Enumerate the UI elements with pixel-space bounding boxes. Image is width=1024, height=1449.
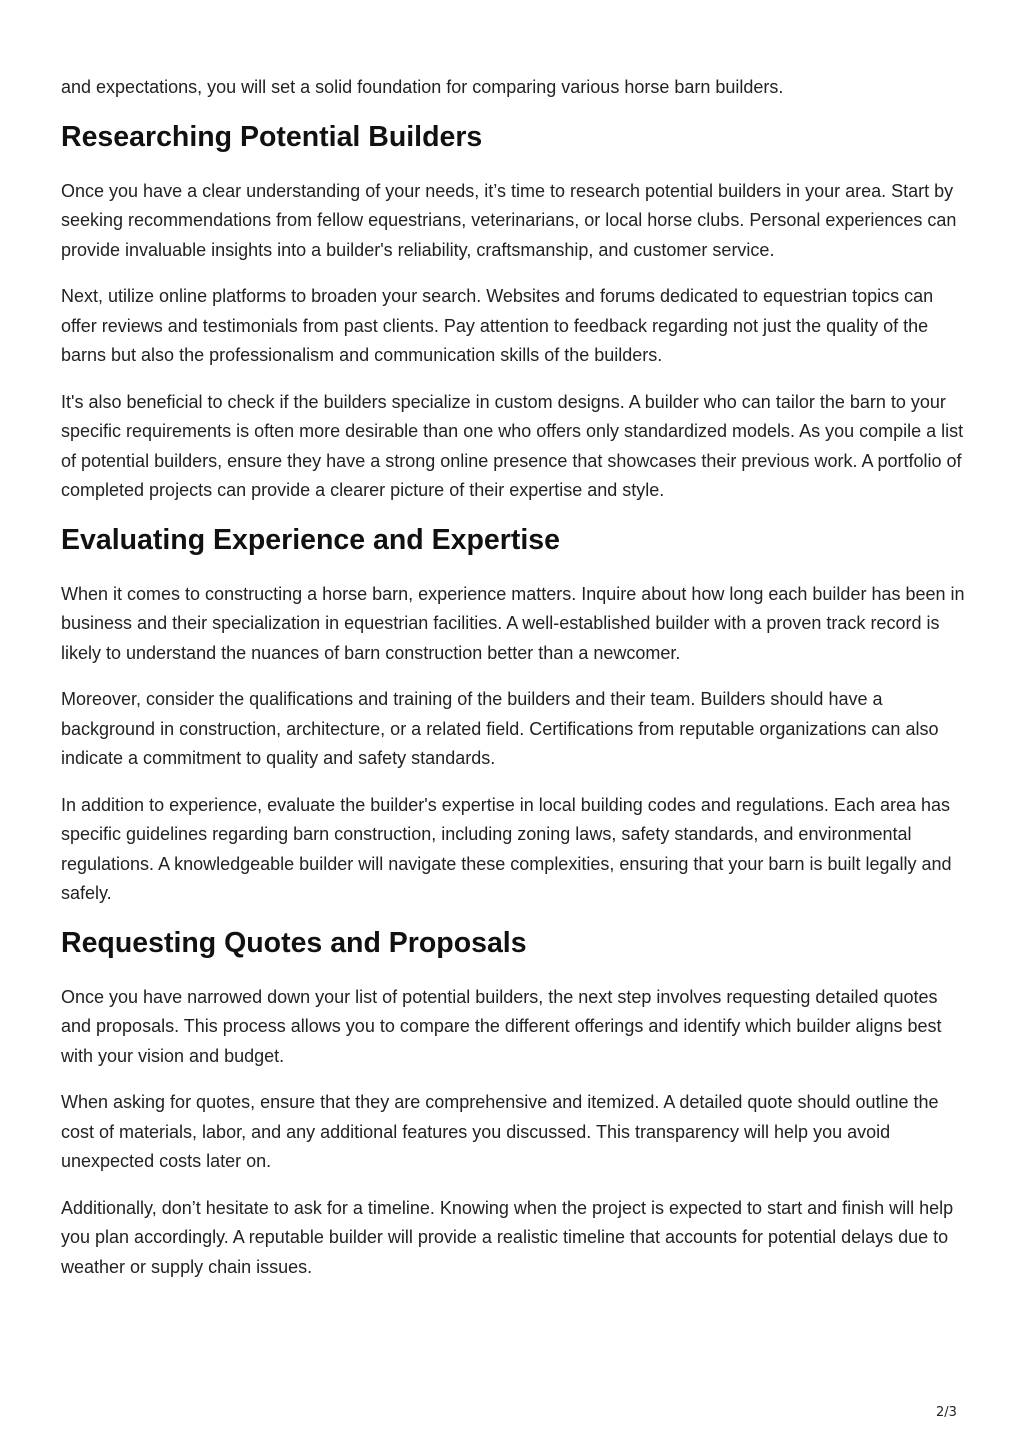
section-heading: Requesting Quotes and Proposals: [61, 926, 527, 959]
section-requesting: [61, 926, 971, 1283]
paragraph: Moreover, consider the qualifications and training of the builders and their team. Builders should have a background in construction, architecture, or a related field. Certifications from reputable organizations can also indicate a commitment to quality and safety standards.: [61, 689, 939, 768]
paragraph: It's also beneficial to check if the builders specialize in custom designs. A builder who can tailor the barn to your specific requirements is often more desirable than one who offers only standardized models. As you compile a list of potential builders, ensure they have a strong online presence that showcases their previous work. A portfolio of completed projects can provide a clearer picture of their expertise and style.: [61, 391, 964, 500]
document-page: [61, 73, 971, 1299]
paragraph: Once you have a clear understanding of your needs, it’s time to research potential builders in your area. Start by seeking recommendations from fellow equestrians, veterinarians, or local horse clubs. Personal experiences can provide invaluable insights into a builder's reliability, craftsmanship, and customer service.: [61, 180, 957, 260]
section-heading: Researching Potential Builders: [61, 120, 483, 153]
paragraph: In addition to experience, evaluate the builder's expertise in local building codes and regulations. Each area has specific guidelines regarding barn construction, including zoning laws, safety standards, and environmental regulations. A knowledgeable builder will navigate these complexities, ensuring that your barn is built legally and safely.: [61, 794, 952, 903]
section-evaluating: [61, 523, 971, 909]
page-number: 2/3: [936, 1405, 957, 1420]
paragraph: Once you have narrowed down your list of potential builders, the next step involves requesting detailed quotes and proposals. This process allows you to compare the different offerings and identify which builder aligns best with your vision and budget.: [61, 986, 942, 1066]
section-researching: [61, 120, 971, 506]
section-heading: Evaluating Experience and Expertise: [61, 523, 560, 556]
paragraph: When asking for quotes, ensure that they are comprehensive and itemized. A detailed quote should outline the cost of materials, labor, and any additional features you discussed. This transparency will help you avoid unexpected costs later on.: [61, 1092, 939, 1171]
paragraph: Additionally, don’t hesitate to ask for a timeline. Knowing when the project is expected to start and finish will help you plan accordingly. A reputable builder will provide a realistic timeline that accounts for potential delays due to weather or supply chain issues.: [61, 1197, 954, 1277]
paragraph: When it comes to constructing a horse barn, experience matters. Inquire about how long each builder has been in business and their specialization in equestrian facilities. A well-established builder with a proven track record is likely to understand the nuances of barn construction better than a newcomer.: [61, 583, 965, 663]
intro-paragraph: and expectations, you will set a solid foundation for comparing various horse barn builders.: [61, 77, 784, 97]
paragraph: Next, utilize online platforms to broaden your search. Websites and forums dedicated to equestrian topics can offer reviews and testimonials from past clients. Pay attention to feedback regarding not just the quality of the barns but also the professionalism and communication skills of the builders.: [61, 286, 934, 365]
